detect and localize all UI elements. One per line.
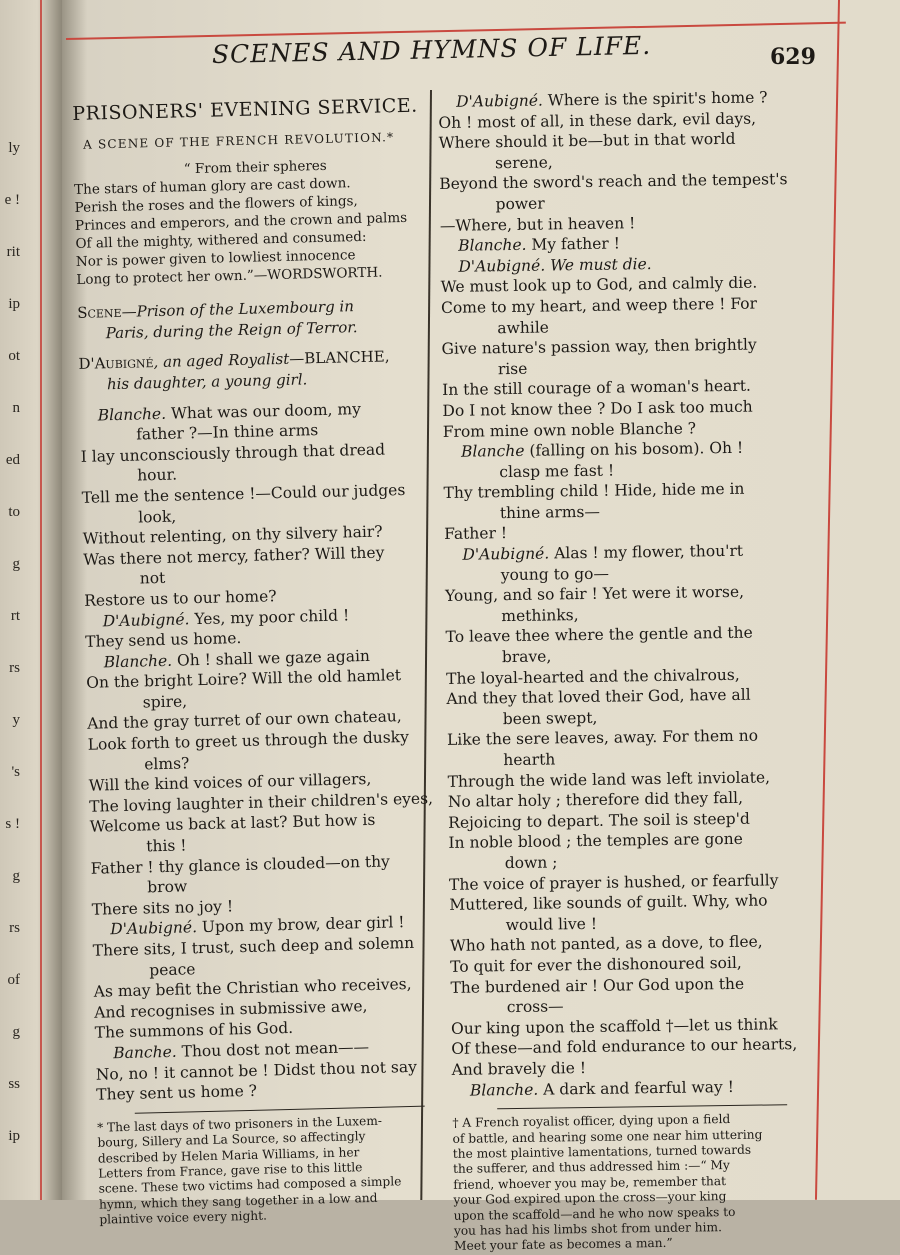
- speech-text: Oh ! shall we gaze again: [176, 646, 371, 670]
- speaker-name: D'Aubigné.: [462, 544, 550, 564]
- verse-line: brow: [147, 877, 188, 897]
- right-column: [438, 87, 834, 1255]
- left-column: [72, 91, 465, 1228]
- verse-line: elms?: [144, 753, 190, 774]
- verse-line: No, no ! it cannot be ! Didst thou not say: [95, 1057, 418, 1084]
- speech-text: (falling on his bosom). Oh !: [529, 438, 744, 460]
- verse-line: In noble blood ; the temples are gone: [448, 830, 743, 853]
- epigraph-line: Princes and emperors, and the crown and palms: [74, 210, 408, 235]
- persons-name-2: —BLANCHE,: [289, 347, 390, 369]
- speech-text: Alas ! my flower, thou'rt: [554, 541, 744, 563]
- verse-line: And the gray turret of our own chateau,: [87, 707, 402, 734]
- footnote-line: you has had his limbs shot from under him.: [453, 1220, 723, 1238]
- speech-text: Where is the spirit's home ?: [547, 88, 768, 110]
- speaker-name: Banche.: [113, 1042, 177, 1063]
- left-verse: [79, 397, 462, 1106]
- verse-line: spire,: [142, 692, 188, 712]
- epigraph-line: Of all the mighty, withered and consumed:: [75, 229, 367, 253]
- verse-line: thine arms—: [499, 502, 601, 523]
- facing-page-fragment: y: [12, 712, 20, 728]
- verse-line: Oh ! most of all, in these dark, evil days,: [438, 109, 757, 132]
- persons-desc-2: his daughter, a young girl.: [106, 370, 308, 394]
- verse-line: And recognises in submissive awe,: [94, 996, 368, 1022]
- poem-title: PRISONERS' EVENING SERVICE.: [72, 94, 418, 125]
- verse-line: would live !: [505, 914, 598, 934]
- verse-line: To quit for ever the dishonoured soil,: [450, 953, 742, 976]
- verse-line: In the still courage of a woman's heart.: [442, 376, 752, 400]
- speaker-name: Blanche.: [458, 235, 527, 255]
- facing-page-fragment: 's: [11, 764, 20, 780]
- footnote-line: the sufferer, and thus addressed him :—“ My: [452, 1158, 730, 1177]
- persons-desc-1: , an aged Royalist: [153, 350, 290, 372]
- verse-line: The loyal-hearted and the chivalrous,: [446, 665, 740, 688]
- speaker-name: Blanche.: [97, 404, 167, 425]
- verse-line: Beyond the sword's reach and the tempest's: [439, 170, 788, 194]
- verse-line: From mine own noble Blanche ?: [442, 418, 697, 441]
- speaker-name: D'Aubigné.: [110, 918, 198, 939]
- persons-name-1: D'Aubigné: [78, 353, 154, 374]
- verse-line: power: [495, 194, 545, 214]
- verse-line: awhile: [497, 318, 550, 337]
- facing-page-fragment: ss: [8, 1076, 20, 1092]
- verse-line: young to go—: [500, 564, 610, 584]
- verse-line: methinks,: [501, 605, 579, 626]
- facing-page-fragment: ip: [8, 1128, 20, 1144]
- verse-line: As may befit the Christian who receives,: [93, 975, 412, 1001]
- facing-page-fragment: g: [12, 556, 20, 572]
- facing-page-fragment: ly: [8, 140, 20, 156]
- verse-line: Look forth to greet us through the dusky: [87, 728, 410, 754]
- verse-line: Give nature's passion way, then brightly: [441, 335, 757, 359]
- facing-page-fragment: n: [12, 400, 20, 416]
- facing-page-fragment: of: [7, 972, 20, 988]
- epigraph-line: The stars of human glory are cast down.: [74, 175, 351, 199]
- running-head: SCENES AND HYMNS OF LIFE.: [211, 30, 652, 69]
- verse-line: clasp me fast !: [499, 461, 615, 481]
- verse-line: The loving laughter in their children's eyes,: [89, 789, 434, 816]
- verse-line: Rejoicing to depart. The soil is steep'd: [448, 809, 750, 832]
- speaker-name: Blanche.: [103, 651, 173, 672]
- verse-line: rise: [497, 359, 528, 378]
- verse-line: No altar holy ; therefore did they fall,: [447, 788, 744, 812]
- verse-line: There sits no joy !: [91, 897, 234, 919]
- verse-line: Who hath not panted, as a dove, to flee,: [449, 932, 763, 956]
- speech-text: Yes, my poor child !: [194, 605, 350, 628]
- verse-line: Father ! thy glance is clouded—on thy: [90, 852, 391, 878]
- facing-page-fragment: to: [8, 504, 20, 520]
- verse-line: They sent us home ?: [96, 1081, 258, 1104]
- footnote-line: scene. These two victims had composed a simple: [98, 1174, 402, 1197]
- verse-line: cross—: [506, 997, 564, 1017]
- verse-line: Tell me the sentence !—Could our judges: [81, 480, 406, 507]
- left-footnote: [97, 1112, 466, 1229]
- speech-text: We must die.: [549, 254, 652, 275]
- facing-page-fragment: g: [12, 1024, 20, 1040]
- verse-line: Restore us to our home?: [84, 587, 277, 610]
- verse-line: Where should it be—but in that world: [438, 130, 736, 153]
- poem-subtitle: A SCENE OF THE FRENCH REVOLUTION.*: [82, 129, 395, 152]
- speaker-name: D'Aubigné.: [456, 91, 544, 111]
- verse-line: peace: [149, 959, 196, 979]
- footnote-line: * The last days of two prisoners in the Luxem-: [96, 1113, 383, 1135]
- speaker-name: Blanche.: [469, 1080, 539, 1100]
- verse-line: hour.: [136, 465, 178, 485]
- page-number: 629: [770, 44, 816, 70]
- facing-page-fragment: rit: [6, 244, 20, 260]
- facing-page-red-rule: [40, 0, 42, 1200]
- scene-direction: [77, 294, 444, 344]
- facing-page-edge: [0, 0, 62, 1200]
- verse-line: Do I not know thee ? Do I ask too much: [442, 397, 753, 420]
- footnote-rule: [135, 1105, 425, 1113]
- facing-page-fragment: ot: [8, 348, 20, 364]
- speech-text: A dark and fearful way !: [543, 1077, 734, 1099]
- scene-label: Scene: [76, 303, 122, 323]
- footnote-line: bourg, Sillery and La Source, so affectingly: [97, 1129, 366, 1150]
- verse-line: Thy trembling child ! Hide, hide me in: [443, 480, 745, 503]
- verse-line: Through the wide land was left inviolate,: [447, 768, 771, 791]
- verse-line: And they that loved their God, have all: [446, 685, 751, 709]
- verse-line: look,: [137, 507, 177, 527]
- verse-line: They send us home.: [85, 629, 242, 651]
- scene-text-2: Paris, during the Reign of Terror.: [105, 317, 358, 343]
- verse-line: Welcome us back at last? But how is: [89, 811, 376, 837]
- footnote-line: Letters from France, gave rise to this little: [98, 1160, 363, 1181]
- verse-line: been swept,: [502, 708, 598, 728]
- verse-line: To leave thee where the gentle and the: [445, 624, 753, 647]
- verse-line: The summons of his God.: [94, 1019, 294, 1043]
- speech-text: What was our doom, my: [170, 399, 362, 423]
- speaker-name: Blanche: [460, 441, 525, 461]
- epigraph: [74, 154, 443, 289]
- verse-line: Muttered, like sounds of guilt. Why, who: [449, 891, 768, 915]
- verse-line: Will the kind voices of our villagers,: [88, 770, 372, 796]
- verse-line: serene,: [494, 153, 553, 172]
- footnote-line: your God expired upon the cross—your king: [453, 1189, 727, 1208]
- footnote-line: Meet your fate as becomes a man.”: [454, 1236, 673, 1254]
- verse-line: There sits, I trust, such deep and solemn: [92, 933, 415, 960]
- footnote-rule: [497, 1104, 787, 1109]
- verse-line: Without relenting, on thy silvery hair?: [82, 522, 383, 548]
- epigraph-line: Nor is power given to lowliest innocence: [75, 247, 356, 271]
- verse-line: Our king upon the scaffold †—let us think: [450, 1015, 778, 1038]
- book-page: [62, 0, 900, 1254]
- footnote-line: † A French royalist officer, dying upon a field: [452, 1112, 731, 1130]
- footnote-line: plaintive voice every night.: [99, 1208, 268, 1227]
- facing-page-fragment: ip: [8, 296, 20, 312]
- footnote-line: hymn, which they sang together in a low and: [98, 1190, 378, 1212]
- verse-line: Father !: [444, 524, 508, 544]
- speaker-name: D'Aubigné.: [102, 609, 190, 630]
- facing-page-fragment: e !: [4, 192, 20, 208]
- footnote-line: of battle, and hearing some one near him uttering: [452, 1127, 763, 1146]
- facing-page-fragment: rt: [10, 608, 20, 624]
- verse-line: Young, and so fair ! Yet were it worse,: [444, 583, 745, 606]
- facing-page-fragment: rs: [9, 920, 20, 936]
- right-verse: [438, 87, 832, 1101]
- verse-line: The burdened air ! Our God upon the: [450, 974, 745, 997]
- facing-page-fragment: rs: [9, 660, 20, 676]
- verse-line: I lay unconsciously through that dread: [80, 440, 386, 466]
- epigraph-line: Long to protect her own.”—WORDSWORTH.: [76, 264, 383, 289]
- verse-line: —Where, but in heaven !: [439, 213, 636, 235]
- speech-text: Thou dost not mean——: [181, 1037, 370, 1061]
- verse-line: down ;: [504, 853, 558, 873]
- verse-line: And bravely die !: [451, 1058, 587, 1079]
- verse-line: not: [139, 569, 166, 588]
- verse-line: We must look up to God, and calmly die.: [440, 273, 758, 297]
- verse-line: this !: [146, 836, 187, 856]
- epigraph-line: “ From their spheres: [183, 157, 327, 178]
- verse-line: Come to my heart, and weep there ! For: [440, 294, 758, 317]
- facing-page-fragment: ed: [5, 452, 20, 468]
- verse-line: Was there not mercy, father? Will they: [83, 543, 385, 569]
- right-footnote: [452, 1111, 834, 1255]
- verse-line: On the bright Loire? Will the old hamlet: [86, 666, 402, 693]
- scene-text-1: —Prison of the Luxembourg in: [121, 297, 355, 322]
- speech-text: Upon my brow, dear girl !: [201, 913, 405, 937]
- footnote-line: friend, whoever you may be, remember that: [453, 1173, 727, 1192]
- epigraph-line: Perish the roses and the flowers of kings,: [74, 193, 358, 217]
- verse-line: brave,: [501, 647, 552, 667]
- verse-line: Like the sere leaves, away. For them no: [446, 727, 759, 750]
- verse-line: hearth: [503, 750, 556, 770]
- speaker-name: D'Aubigné.: [458, 256, 546, 276]
- facing-page-fragment: s !: [5, 816, 20, 832]
- verse-line: father ?—In thine arms: [135, 421, 319, 444]
- dramatis-personae: [78, 345, 445, 395]
- verse-line: The voice of prayer is hushed, or fearfully: [448, 870, 779, 894]
- verse-line: Of these—and fold endurance to our hearts,: [451, 1035, 798, 1059]
- footnote-line: the most plaintive lamentations, turned towards: [452, 1142, 752, 1161]
- facing-page-fragment: g: [12, 868, 20, 884]
- speech-text: My father !: [531, 234, 621, 254]
- footnote-line: upon the scaffold—and he who now speaks to: [453, 1204, 736, 1223]
- footnote-line: described by Helen Maria Williams, in her: [97, 1144, 360, 1166]
